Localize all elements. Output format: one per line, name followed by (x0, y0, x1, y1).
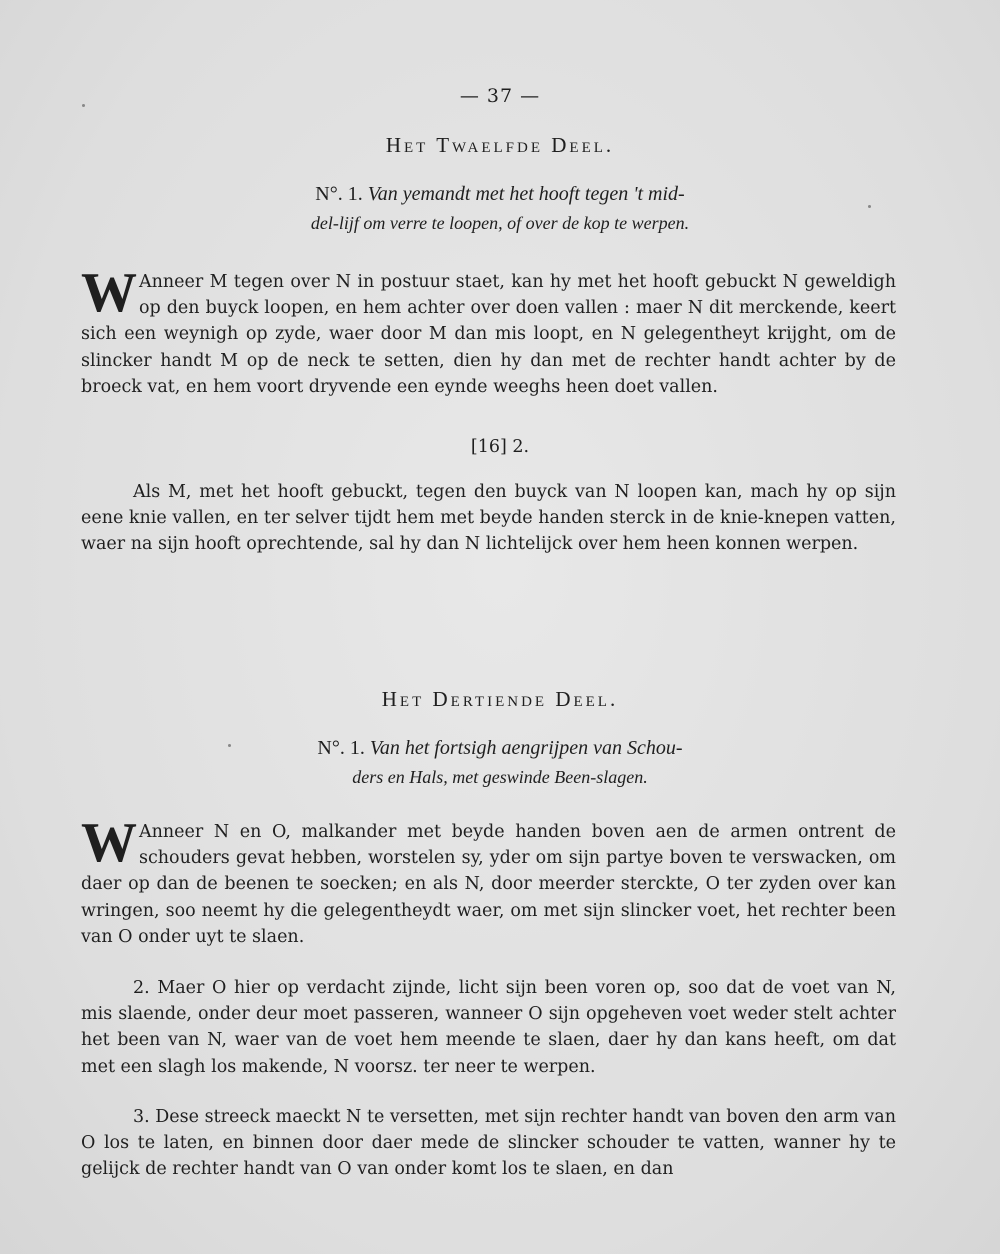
paragraph-dertiende-2: 2. Maer O hier op verdacht zijnde, licht sijn been voren op, soo dat de voet van N, mis slaende, onder deur moet passeren, wanneer O sijn opgeheven voet weder stelt achter het been van N, waer van de voet hem meende te slaen, daer hy dan kans heeft, om dat met een slagh los makende, N voorsz. ter neer te werpen. (81, 978, 896, 1077)
article-number-2: [16] 2. (470, 437, 530, 457)
section-heading-dertiende: Het Dertiende Deel. (381, 687, 619, 711)
paragraph-twaelfde-2: Als M, met het hooft gebuckt, tegen den buyck van N loopen kan, mach hy op sijn eene knie vallen, en ter selver tijdt hem met beyde handen sterck in de knie-knepen vatten, waer na sijn hooft oprechtende, sal hy dan N lichtelijck over hem heen konnen werpen. (81, 482, 896, 555)
article-title-line2: del-lijf om verre te loopen, of over de kop te werpen. (310, 213, 690, 233)
article-title-line2: ders en Hals, met geswinde Been-slagen. (352, 767, 648, 787)
paragraph-dertiende-3: 3. Dese streeck maeckt N te versetten, met sijn rechter handt van boven den arm van O los te laten, en binnen door daer mede de slincker schouder te vatten, wanner hy te gelijck de rechter handt van O van onder komt los te slaen, en dan (81, 1107, 896, 1180)
article-title-line1: Van het fortsigh aengrijpen van Schou- (369, 737, 683, 759)
paragraph-twaelfde-1 (81, 262, 896, 400)
paragraph-dertiende-1 (81, 812, 896, 950)
paper-speck (868, 205, 871, 208)
page-number: — 37 — (459, 85, 541, 107)
paper-speck (228, 744, 231, 747)
paragraph-text: Anneer M tegen over N in postuur staet, kan hy met het hooft gebuckt N geweldigh op den buyck loopen, en hem achter over doen vallen : maer N dit merckende, keert sich een weynigh op zyde, waer door M dan mis loopt, en N gelegentheyt krijght, om de slincker handt M op de neck te setten, dien hy dan met de rechter handt achter by de broeck vat, en hem voort dryvende een eynde weeghs heen doet vallen. (81, 272, 896, 397)
article-number: N°. 1. (315, 183, 363, 205)
section-heading-twaelfde: Het Twaelfde Deel. (385, 133, 615, 157)
paper-speck (82, 104, 85, 107)
article-title-dertiende (0, 734, 1000, 792)
drop-cap: W (81, 812, 137, 874)
drop-cap: W (81, 262, 137, 324)
article-title-twaelfde (0, 180, 1000, 238)
paragraph-text: Anneer N en O, malkander met beyde handen boven aen de armen ontrent de schouders gevat hebben, worstelen sy, yder om sijn partye boven te verswacken, om daer op dan de beenen te soecken; en als N, door meerder sterckte, O ter zyden over kan wringen, soo neemt hy die gelegentheydt waer, om met sijn slincker voet, het rechter been van O onder uyt te slaen. (81, 822, 896, 947)
article-number: N°. 1. (317, 737, 365, 759)
article-title-line1: Van yemandt met het hooft tegen 't mid- (367, 183, 685, 205)
